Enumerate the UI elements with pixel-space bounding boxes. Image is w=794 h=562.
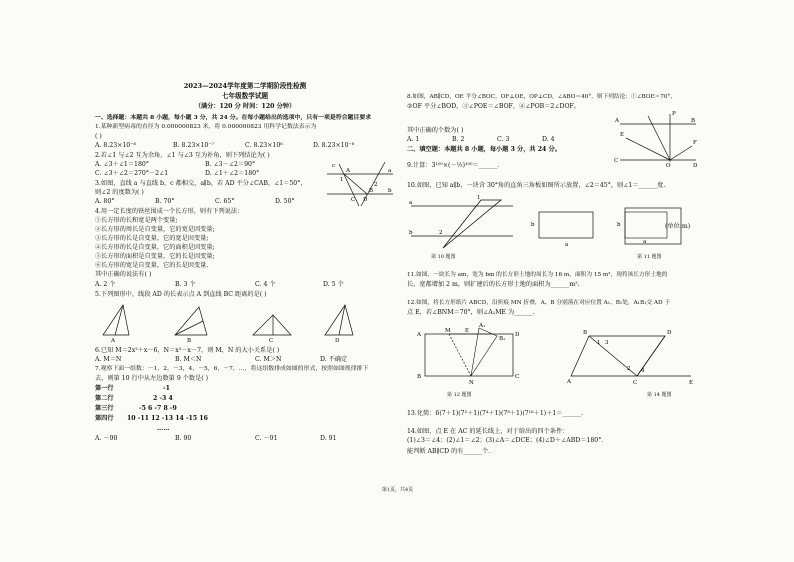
q12-label-A: A	[417, 332, 421, 338]
q3-label-D: D	[363, 197, 368, 203]
q1-option-a: A. 8.23×10⁻⁶	[95, 142, 136, 149]
q7-row-2-label: 第二行	[95, 395, 114, 402]
q12-label-B1: B₁	[499, 336, 506, 342]
q4-item-5: ⑤长方形的面积是自变量，它的长是因变量;	[95, 253, 215, 260]
q7-option-d: D. 91	[320, 435, 337, 442]
q8-conclusion: 其中正确的个数为( )	[407, 127, 464, 134]
q14-label-2: 2	[627, 366, 631, 372]
q5-label-d: D	[335, 338, 340, 344]
q8-label-D: D	[693, 163, 698, 169]
q3-option-d: D. 50°	[275, 198, 295, 205]
q3-label-c: c	[332, 163, 336, 169]
exam-subtitle: 七年级数学试题	[221, 92, 269, 100]
q5-label-b: B	[187, 338, 192, 344]
q4-item-6: ⑥长方形的宽是自变量，它的长是因变量.	[95, 262, 209, 269]
section-1-heading: 一、选择题：本题共 8 小题，每小题 3 分，共 24 分。在每小题给出的选项中，只有一项是符合题目要求	[95, 114, 372, 121]
q7-option-b: B. 90	[175, 435, 192, 442]
q7-row-2-nums: 2 -3 4	[153, 395, 173, 402]
q12-label-A1: A₁	[479, 323, 486, 329]
q1-option-d: D. 8.23×10⁻⁸	[313, 142, 355, 149]
q4-text: 4.用一定长度的铁丝围成一个长方形，则有下列说法：	[95, 208, 244, 215]
q14-label-E: E	[689, 380, 694, 386]
q10-label-2: 2	[439, 230, 443, 236]
q10-label-b: b	[409, 230, 413, 236]
q11-text: 11.如图，一块长为 am，宽为 bm 的长方形土地的周长为 16 m，面积为 15 m²，现将该长方形土地的	[407, 272, 668, 278]
q14-label-C: C	[633, 380, 638, 386]
q5-figures	[95, 301, 395, 343]
q14-text: 14.如图，点 E 在 AC 的延长线上，对于给出的四个条件：	[407, 428, 569, 435]
q3-label-C: C	[351, 197, 356, 203]
fig-11-caption: 第 11 题图	[637, 254, 662, 260]
q2-option-b: B. ∠3－∠2＝90°	[205, 161, 256, 168]
q3-text: 3.如图，直线 a 与直线 b，c 都相交，a∥b，若 AD 平分∠CAB，∠1＝50°，	[95, 180, 307, 187]
q1-option-c: C. 8.23×10⁶	[245, 142, 283, 149]
q1-text: 1.某种新型病毒的直径为 0.000000823 米，将 0.000000823 用科学记数法表示为	[95, 124, 317, 130]
q6-option-c: C. M＞N	[255, 356, 282, 363]
q5-label-a: A	[111, 338, 115, 344]
q12-label-B: B	[417, 374, 422, 380]
q14-question: 能判断 AB∥CD 的有______个.	[407, 448, 491, 455]
q11-label-a-1: a	[565, 242, 569, 248]
exam-meta: （满分：120 分 时间：120 分钟）	[194, 103, 296, 110]
q7-row-1-nums: -1	[163, 385, 170, 392]
q3-option-b: B. 70°	[155, 198, 175, 205]
q8-label-F: F	[693, 140, 697, 146]
q12-label-M: M	[445, 328, 451, 334]
exam-sheet	[85, 76, 710, 494]
q6-text: 6.已知 M＝2x²＋x－6，N＝x²－x－7，则 M，N 的大小关系是( )	[95, 347, 280, 354]
q7-row-3-label: 第三行	[95, 405, 114, 412]
q3-figure	[325, 160, 395, 208]
q8-text: 8.如图，AB∥CD，OE 平分∠BOC，OF⊥OE，OP⊥CD，∠ABO＝40°，则下列结论：①∠BOE＝70°，	[407, 94, 677, 100]
unit-label: (单位:m)	[665, 223, 691, 230]
q4-option-d: D. 5 个	[323, 281, 344, 288]
q3-option-a: A. 80°	[95, 198, 115, 205]
q11-label-b-2: b	[617, 222, 621, 228]
q3-option-c: C. 65°	[215, 198, 235, 205]
fig-14-caption: 第 14 题图	[647, 392, 672, 398]
q4-option-b: B. 3 个	[175, 281, 196, 288]
q7-row-4-label: 第四行	[95, 415, 114, 422]
q14-label-3: 3	[605, 340, 609, 346]
q2-text: 2.若∠1 与∠2 互为余角，∠1 与∠3 互为补角，则下列结论为( )	[95, 152, 270, 159]
q6-option-b: B. M＜N	[175, 356, 202, 363]
q5-label-c: C	[269, 338, 274, 344]
q5-figure-b	[175, 307, 207, 335]
q7-option-c: C. －91	[255, 435, 278, 442]
q14-figure	[567, 328, 697, 386]
q2-option-c: C. ∠3＋∠2＝270°－2∠1	[95, 170, 169, 177]
q7-text: 7.观察下面一组数：－1，2，－3，4，－5，6，－7，…，将这组数排成如图的形式，按照如图规律排下	[95, 366, 369, 372]
q5-text: 5.下列图形中，线段 AD 的长表示点 A 到直线 BC 距离的是( )	[95, 291, 267, 298]
q4-conclusion: 其中正确的说法有( )	[95, 271, 152, 278]
q7-row-1-label: 第一行	[95, 385, 114, 392]
q11-text-2: 长、宽都增加 2 m，则扩建后的长方形土地的面积为______m².	[407, 281, 580, 288]
q8-label-A: A	[615, 118, 619, 124]
q6-option-a: A. M＝N	[95, 356, 122, 363]
q4-item-2: ②长方形的周长是自变量，它的宽是因变量;	[95, 226, 215, 233]
q11-label-a-2: a	[643, 239, 647, 245]
q8-label-E: E	[620, 132, 625, 138]
q9-text: 9.计算：3¹⁰⁰×(－⅓)¹⁰⁰＝______.	[407, 162, 500, 169]
q8-option-a: A. 1	[407, 136, 420, 143]
q8-label-B: B	[691, 118, 696, 124]
q1-paren: ( )	[95, 133, 102, 140]
q4-item-1: ①长方形的长和宽是两个变量;	[95, 217, 178, 224]
q8-label-C: C	[614, 158, 619, 164]
q3-text-2: 则∠2 的度数为( )	[95, 189, 144, 196]
q3-label-B: B	[369, 188, 374, 194]
q7-dots: ……	[157, 425, 170, 432]
q14-conditions: (1)∠3＝∠4；(2)∠1＝∠2；(3)∠A＝∠DCE；(4)∠D＋∠ABD＝180°.	[407, 437, 604, 444]
q10-label-a: a	[409, 200, 413, 206]
q12-label-D: D	[515, 332, 520, 338]
q11-label-b-1: b	[531, 222, 535, 228]
q4-item-4: ④长方形的长是自变量，它的面积是因变量;	[95, 244, 215, 251]
q5-figure-a	[103, 305, 129, 335]
q14-label-D: D	[667, 330, 672, 336]
q4-option-a: A. 2 个	[95, 281, 116, 288]
exam-title: 2023—2024学年度第二学期阶段性检测	[183, 82, 307, 90]
q12-label-C: C	[515, 374, 520, 380]
q2-option-d: D. ∠1＋∠2＝180°	[205, 170, 260, 177]
q12-text-2: 点 E，若∠BNM＝70°，则∠A₁ME 为______.	[407, 309, 535, 316]
q1-option-b: B. 8.23×10⁻⁷	[173, 142, 215, 149]
q10-label-1: 1	[477, 195, 481, 201]
q5-figure-c	[253, 315, 291, 335]
q3-label-A: A	[346, 168, 350, 174]
q7-text-2: 去，则第 10 行中从左边数第 9 个数是( )	[95, 375, 209, 382]
page-footer: 第1页，共4页	[381, 487, 414, 493]
q10-text: 10.如图，已知 a∥b，一块含 30°角的直角三角板如图所示放置，∠2＝45°，则∠1＝______度.	[407, 182, 666, 189]
q14-label-1: 1	[597, 340, 601, 346]
q14-label-A: A	[567, 379, 571, 385]
q12-text: 12.如图，将长方形纸片 ABCD，沿折痕 MN 折叠，A、B 分别落在对应位置 A₁、B₁处，A₁B₁交 AD 于	[407, 300, 671, 306]
q3-label-1: 1	[340, 177, 344, 183]
q6-option-d: D. 不确定	[320, 356, 348, 363]
q8-option-b: B. 2	[452, 136, 465, 143]
q10-figure	[407, 192, 517, 250]
q7-row-3-nums: -5 6 -7 8 -9	[139, 405, 177, 412]
q8-option-d: D. 4	[542, 136, 555, 143]
q12-figure	[415, 324, 523, 386]
q4-option-c: C. 4 个	[255, 281, 276, 288]
q4-item-3: ③长方形的长是自变量，它的宽是因变量;	[95, 235, 209, 242]
q8-text-2: ②OF 平分∠BOD，③∠POE＝∠BOF，④∠POB＝2∠DOF。	[407, 103, 581, 110]
section-2-heading: 二、填空题：本题共 8 小题，每小题 3 分，共 24 分。	[407, 146, 561, 153]
q3-label-a: a	[388, 168, 392, 174]
q5-figure-d	[325, 305, 353, 335]
q3-label-b: b	[388, 188, 392, 194]
q7-row-4-nums: 10 -11 12 -13 14 -15 16	[127, 415, 208, 422]
q2-option-a: A. ∠3＋∠1＝180°	[95, 161, 149, 168]
q14-label-B: B	[583, 330, 588, 336]
q8-option-c: C. 3	[497, 136, 510, 143]
q13-text: 13.化简：6(7＋1)(7²＋1)(7⁴＋1)(7⁸＋1)(7¹⁶＋1)＋1＝______.	[407, 410, 584, 417]
q8-label-P: P	[672, 111, 676, 117]
fig-12-caption: 第 12 题图	[447, 392, 472, 398]
q14-label-4: 4	[641, 368, 645, 374]
fig-10-caption: 第 10 题图	[431, 254, 456, 260]
q8-label-O: O	[666, 163, 671, 169]
q3-label-2: 2	[374, 182, 378, 188]
q12-label-N: N	[469, 380, 474, 386]
q12-label-E: E	[465, 328, 470, 334]
q8-figure	[612, 110, 700, 168]
q7-option-a: A. －90	[95, 435, 118, 442]
